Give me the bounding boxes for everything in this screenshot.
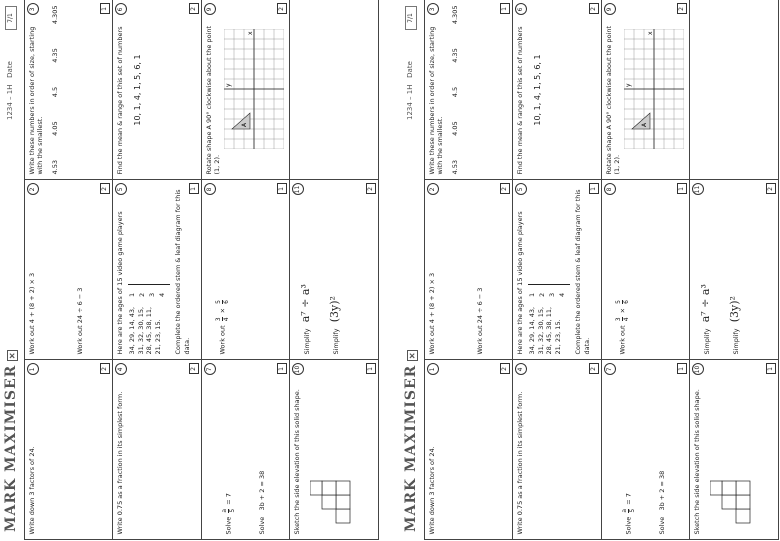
numerator: a	[620, 508, 628, 513]
question-number: 10	[692, 364, 704, 376]
mark-box: 1	[766, 364, 776, 375]
mark-box: 1	[277, 184, 287, 195]
question-text: Solve	[624, 516, 632, 535]
question-3	[424, 0, 514, 181]
number-list	[451, 6, 460, 175]
mark-box: 1	[277, 364, 287, 375]
mark-box: 2	[277, 4, 287, 15]
question-number: 1	[427, 364, 439, 376]
denominator: 6	[622, 299, 630, 304]
question-subtext: Complete the ordered stem & leaf diagram for this data.	[173, 189, 191, 355]
stem-leaf-diagram	[528, 237, 570, 297]
stem-value: 1	[527, 292, 536, 297]
ages-line: 34, 29, 14, 43,	[527, 306, 536, 355]
question-number: 6	[515, 4, 527, 16]
question-text: Simplify	[703, 328, 711, 355]
question-text: Sketch the side elevation of this solid shape.	[293, 389, 301, 535]
question-number: 9	[604, 4, 616, 16]
number-item: 4.05	[51, 121, 60, 136]
mark-box: 2	[500, 364, 510, 375]
numerator: a	[220, 508, 228, 513]
ages-line: 31, 32, 30, 15,	[536, 306, 545, 355]
number-item: 4.305	[451, 5, 460, 25]
shape-a-label: A	[240, 123, 248, 128]
question-number: 3	[427, 4, 439, 16]
question-text: Solve	[224, 516, 232, 535]
expression: (3y)²	[727, 296, 741, 323]
question-text: Rotate shape A 90° clockwise about the point (1, 2).	[204, 25, 222, 175]
denominator: 6	[222, 299, 230, 304]
shape-a-label: A	[640, 123, 648, 128]
equation: 3b + 2 = 38	[657, 470, 666, 511]
question-4	[512, 360, 602, 541]
number-item: 4.35	[451, 48, 460, 63]
question-number: 4	[115, 364, 127, 376]
worksheet-right-page	[400, 0, 778, 540]
question-1	[424, 360, 514, 541]
mark-box: 2	[100, 184, 110, 195]
fraction-expression	[615, 186, 630, 355]
date-box[interactable]: 7/1	[405, 6, 417, 30]
y-axis-label: y	[624, 83, 632, 88]
mark-box: 2	[189, 364, 199, 375]
question-subtext: Work out 24 ÷ 6 − 3	[476, 287, 485, 355]
question-text: Find the mean & range of this set of numbers	[516, 26, 524, 175]
question-text: Write these numbers in order of size, starting with the smallest.	[427, 26, 445, 175]
equation-2	[658, 366, 667, 535]
worksheet-code	[406, 61, 414, 120]
question-number: 7	[604, 364, 616, 376]
stem-value: 2	[137, 292, 146, 297]
question-subtext: Solve	[257, 516, 266, 535]
stem-value: 3	[547, 292, 556, 297]
ages-line: 21, 23, 15.	[154, 319, 163, 355]
stem-value: 4	[557, 292, 566, 297]
question-text: Find the mean & range of this set of numbers	[116, 26, 124, 175]
stem-divider	[528, 284, 570, 285]
simplify-1	[699, 186, 714, 355]
x-axis-label: x	[646, 31, 654, 36]
question-text: Simplify	[303, 328, 311, 355]
question-number: 10	[292, 364, 304, 376]
close-icon: ✕	[407, 351, 417, 360]
mark-box: 2	[677, 4, 687, 15]
fraction	[615, 300, 630, 304]
fraction	[615, 317, 630, 321]
solid-shape-drawing	[710, 476, 756, 526]
equation: 3b + 2 = 38	[257, 470, 266, 511]
question-subtext: Simplify	[731, 328, 740, 355]
brand-text: MARK MAXIMISER	[3, 364, 19, 532]
number-item: 4.05	[451, 121, 460, 136]
number-set: 10, 1, 4, 1, 5, 6, 1	[532, 54, 542, 126]
cubes	[710, 482, 750, 524]
denominator: 4	[222, 317, 230, 322]
mark-box: 1	[189, 184, 199, 195]
expression: a⁷ ÷ a³	[299, 284, 312, 323]
ages-line: 28, 45, 38, 11,	[545, 306, 554, 355]
number-item: 4.35	[51, 48, 60, 63]
ages-list	[528, 307, 570, 355]
operator: ×	[618, 307, 626, 314]
question-number: 8	[204, 184, 216, 196]
question-number: 11	[692, 184, 704, 196]
question-subtext: Complete the ordered stem & leaf diagram for this data.	[573, 189, 591, 355]
expression: a⁷ ÷ a³	[699, 284, 712, 323]
question-number: 7	[204, 364, 216, 376]
number-item: 4.53	[451, 160, 460, 175]
question-6	[512, 0, 602, 181]
question-text: Sketch the side elevation of this solid shape.	[693, 389, 701, 535]
numerator: 5	[214, 299, 222, 304]
mark-box: 1	[589, 184, 599, 195]
ages-block	[528, 186, 570, 355]
equation-rhs: = 7	[624, 493, 632, 505]
number-item: 4.305	[51, 5, 60, 25]
question-7	[601, 360, 691, 541]
mark-box: 2	[589, 364, 599, 375]
brand-text: MARK MAXIMISER	[403, 364, 419, 532]
numerator: 3	[614, 317, 622, 322]
simplify-2	[728, 186, 743, 355]
mark-box: 2	[589, 4, 599, 15]
question-number: 1	[27, 364, 39, 376]
x-axis-label: x	[246, 31, 254, 36]
brand-logo	[403, 350, 419, 532]
question-5	[512, 180, 602, 361]
empty-cell	[689, 0, 779, 181]
ages-line: 34, 29, 14, 43,	[127, 306, 136, 355]
question-number: 4	[515, 364, 527, 376]
question-number: 3	[27, 4, 39, 16]
ages-line: 28, 45, 38, 11,	[145, 306, 154, 355]
question-subtext: Simplify	[331, 328, 340, 355]
numerator: 3	[214, 317, 222, 322]
question-text: Work out 4 + (8 + 2) × 3	[427, 272, 436, 355]
mark-box: 2	[500, 184, 510, 195]
question-number: 8	[604, 184, 616, 196]
expression: (3y)²	[327, 296, 341, 323]
question-number: 11	[292, 184, 304, 196]
denominator: 5	[228, 508, 236, 513]
question-subtext: Work out 24 ÷ 6 − 3	[76, 287, 85, 355]
question-text: Write 0.75 as a fraction in its simplest form.	[116, 391, 124, 535]
question-number: 5	[115, 184, 127, 196]
stem-value: 1	[127, 292, 136, 297]
mark-box: 1	[100, 4, 110, 15]
mark-box: 1	[677, 364, 687, 375]
date-label: Date	[406, 61, 414, 78]
question-text: Write these numbers in order of size, starting with the smallest.	[27, 26, 45, 175]
ages-line: 21, 23, 15.	[554, 319, 563, 355]
worksheet-header	[400, 0, 424, 540]
question-number: 2	[27, 184, 39, 196]
equation-rhs: = 7	[224, 493, 232, 505]
mark-box: 2	[766, 184, 776, 195]
denominator: 5	[628, 508, 636, 513]
number-set: 10, 1, 4, 1, 5, 6, 1	[132, 54, 142, 126]
number-item: 4.5	[451, 86, 460, 98]
code-text: 1234 – 1H	[406, 84, 414, 120]
equation-1	[621, 366, 636, 535]
close-icon: ✕	[7, 351, 17, 360]
question-2	[424, 180, 514, 361]
number-item: 4.5	[51, 86, 60, 98]
y-axis-label: y	[224, 83, 232, 88]
question-11	[689, 180, 779, 361]
question-text: Write 0.75 as a fraction in its simplest form.	[516, 391, 524, 535]
stem-value: 2	[537, 292, 546, 297]
stem-value: 3	[147, 292, 156, 297]
mark-box: 2	[189, 4, 199, 15]
question-9	[601, 0, 691, 181]
question-text: Write down 3 factors of 24.	[427, 446, 436, 535]
question-text: Here are the ages of 15 video game players	[116, 211, 124, 355]
mark-box: 1	[366, 364, 376, 375]
date-label: Date	[6, 61, 14, 78]
question-number: 5	[515, 184, 527, 196]
question-8	[601, 180, 691, 361]
question-10	[689, 360, 779, 541]
mark-box: 1	[677, 184, 687, 195]
mark-box: 2	[366, 184, 376, 195]
operator: ×	[218, 307, 226, 314]
question-text: Here are the ages of 15 video game players	[516, 211, 524, 355]
ages-line: 31, 32, 30, 15,	[136, 306, 145, 355]
mark-box: 2	[100, 364, 110, 375]
question-number: 9	[204, 4, 216, 16]
stem-value: 4	[157, 292, 166, 297]
number-item: 4.53	[51, 160, 60, 175]
question-number: 6	[115, 4, 127, 16]
date-box[interactable]: 7/1	[5, 6, 17, 30]
question-number: 2	[427, 184, 439, 196]
numerator: 5	[614, 299, 622, 304]
coordinate-grid	[624, 30, 684, 150]
code-text: 1234 – 1H	[6, 84, 14, 120]
question-text: Write down 3 factors of 24.	[27, 446, 36, 535]
denominator: 4	[622, 317, 630, 322]
question-text: Work out	[618, 325, 626, 355]
question-text: Work out 4 + (8 + 2) × 3	[27, 272, 36, 355]
question-subtext: Solve	[657, 516, 666, 535]
question-text: Work out	[218, 325, 226, 355]
question-grid	[424, 0, 778, 540]
mark-box: 1	[500, 4, 510, 15]
fraction	[621, 509, 636, 513]
question-text: Rotate shape A 90° clockwise about the point (1, 2).	[604, 25, 622, 175]
